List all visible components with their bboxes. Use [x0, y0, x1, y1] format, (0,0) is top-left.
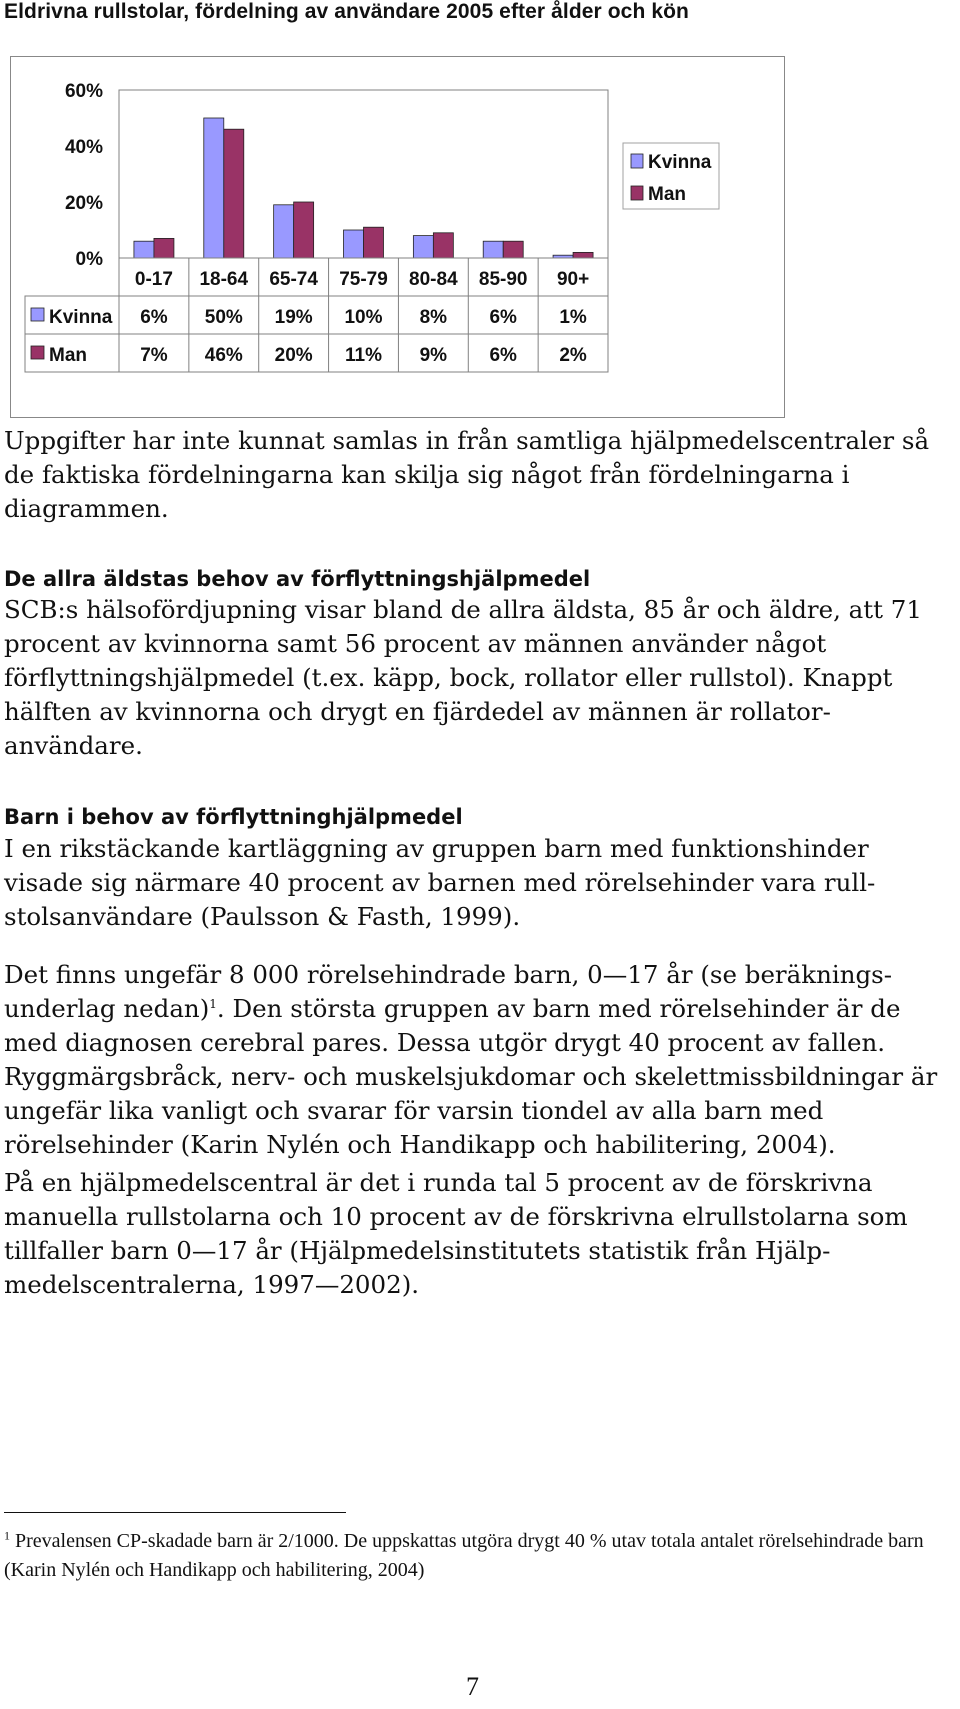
x-tick-label: 18-64	[199, 269, 249, 290]
footnote-reference[interactable]: 1	[209, 996, 217, 1011]
data-label: 6%	[489, 345, 517, 366]
table-legend-key-kvinna	[31, 308, 44, 321]
paragraph-elderly	[4, 593, 954, 763]
bar-kvinna-80-84	[413, 236, 433, 258]
paragraph-elderly-text: SCB:s hälsofördjupning visar bland de allra äldsta, 85 år och äldre, att 71 procent av kvinnorna samt 56 procent av männen använder något förflyttningshjälpmedel (t.ex. käpp, bock, rollator eller rullstol). Knappt hälften av kvinnorna och drygt en fjärdedel av männen är rollator-användare.	[4, 595, 922, 760]
bar-man-85-90	[503, 241, 523, 258]
data-label: 46%	[204, 345, 243, 366]
data-label: 6%	[140, 307, 168, 328]
y-tick-label: 60%	[64, 81, 103, 102]
y-tick-label: 40%	[64, 137, 103, 158]
legend-key-man	[631, 186, 643, 200]
paragraph-children-count	[4, 958, 954, 1162]
paragraph-prescriptions-text: På en hjälpmedelscentral är det i runda tal 5 procent av de förskrivna manuella rullstolarna och 10 procent av de förskrivna elrullstolarna som tillfaller barn 0—17 år (Hjälpmedelsinstitutets statistik från Hjälp-medelscentralerna, 1997—2002).	[4, 1168, 908, 1299]
data-label: 10%	[344, 307, 383, 328]
paragraph-children-count-part1: Det finns ungefär 8 000 rörelsehindrade barn, 0—17 år (se beräknings-underlag nedan)	[4, 960, 893, 1023]
legend-label: Man	[648, 184, 686, 205]
data-label: 19%	[274, 307, 313, 328]
y-tick-label: 20%	[64, 193, 103, 214]
table-legend-key-man	[31, 346, 44, 359]
note-text: Uppgifter har inte kunnat samlas in från samtliga hjälpmedelscentraler så de faktiska fördelningarna kan skilja sig något från fördelningarna i diagrammen.	[4, 426, 930, 523]
paragraph-children-count-text	[4, 958, 954, 1162]
legend-key-kvinna	[631, 154, 643, 168]
bar-kvinna-65-74	[274, 205, 294, 258]
data-label: 7%	[140, 345, 168, 366]
bar-man-0-17	[154, 238, 174, 258]
paragraph-children-survey	[4, 832, 954, 934]
footnote-text: Prevalensen CP-skadade barn är 2/1000. De uppskattas utgöra drygt 40 % utav totala antalet rörelsehindrade barn (Karin Nylén och Handikapp och habilitering, 2004)	[4, 1530, 924, 1581]
x-tick-label: 85-90	[478, 269, 528, 290]
bar-man-80-84	[433, 233, 453, 258]
table-series-label: Man	[49, 345, 87, 366]
data-label: 2%	[559, 345, 587, 366]
bar-kvinna-18-64	[204, 118, 224, 258]
figure-title: Eldrivna rullstolar, fördelning av användare 2005 efter ålder och kön	[4, 0, 689, 23]
data-label: 11%	[345, 345, 382, 366]
chart-frame	[10, 56, 785, 418]
bar-man-75-79	[364, 227, 384, 258]
paragraph-prescriptions	[4, 1166, 954, 1302]
section-heading-elderly: De allra äldstas behov av förflyttningshjälpmedel	[4, 567, 591, 591]
x-tick-label: 0-17	[134, 269, 173, 290]
section-heading-children: Barn i behov av förflyttninghjälpmedel	[4, 805, 463, 829]
page-number: 7	[466, 1672, 479, 1701]
data-label: 9%	[419, 345, 448, 366]
bar-kvinna-0-17	[134, 241, 154, 258]
legend-label: Kvinna	[648, 152, 712, 173]
x-tick-label: 65-74	[269, 269, 318, 290]
data-label: 6%	[489, 307, 517, 328]
bar-kvinna-75-79	[344, 230, 364, 258]
data-label: 20%	[274, 345, 313, 366]
bar-chart	[11, 57, 786, 419]
table-series-label: Kvinna	[49, 307, 113, 328]
footnote	[4, 1527, 944, 1585]
bar-kvinna-85-90	[483, 241, 503, 258]
y-tick-label: 0%	[75, 249, 103, 270]
footnote-divider	[4, 1512, 346, 1513]
note-paragraph	[4, 424, 954, 526]
data-label: 1%	[559, 307, 587, 328]
bar-man-90+	[573, 252, 593, 258]
footnote-marker: 1	[4, 1528, 10, 1543]
x-tick-label: 80-84	[409, 269, 458, 290]
paragraph-children-survey-text: I en rikstäckande kartläggning av gruppen barn med funktionshinder visade sig närmare 40 procent av barnen med rörelsehinder vara rull-stolsanvändare (Paulsson & Fasth, 1999).	[4, 834, 876, 931]
x-tick-label: 75-79	[339, 269, 388, 290]
x-tick-label: 90+	[556, 269, 590, 290]
bar-man-65-74	[294, 202, 314, 258]
data-label: 8%	[419, 307, 448, 328]
paragraph-children-count-part2: . Den största gruppen av barn med rörelsehinder är de med diagnosen cerebral pares. Dessa utgör drygt 40 procent av fallen. Ryggmärgsbråck, nerv- och muskelsjukdomar och skelettmissbildningar är ungefär lika vanligt och svarar för varsin tiondel av alla barn med rörelsehinder (Karin Nylén och Handikapp och habilitering, 2004).	[4, 994, 938, 1159]
data-label: 50%	[204, 307, 243, 328]
bar-man-18-64	[224, 129, 244, 258]
